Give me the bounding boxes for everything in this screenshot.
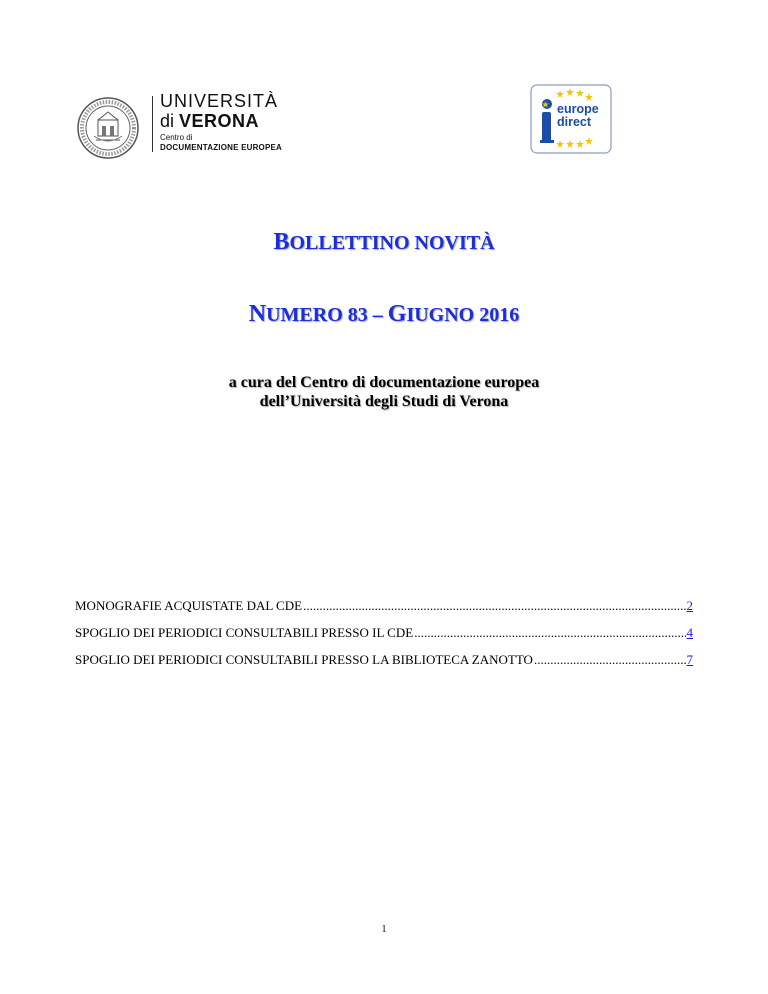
subtitle-line1: a cura del Centro di documentazione europea — [228, 374, 540, 391]
subtitle — [0, 373, 768, 411]
page-number: 1 — [381, 924, 387, 935]
university-name: UNIVERSITÀ — [160, 91, 279, 111]
subtitle-line2: dell’Università degli Studi di Verona — [259, 393, 509, 410]
logo-divider — [152, 96, 153, 152]
table-of-contents — [75, 598, 693, 679]
europe-direct-line2: direct — [557, 115, 592, 129]
toc-page-link[interactable]: 2 — [686, 598, 693, 613]
toc-entry-label: SPOGLIO DEI PERIODICI CONSULTABILI PRESSO IL CDE — [75, 625, 414, 640]
toc-leader-dots — [303, 598, 685, 614]
toc-entry-monografie[interactable] — [75, 598, 693, 625]
europe-direct-wordmark — [557, 103, 599, 129]
toc-page-link[interactable]: 7 — [686, 652, 693, 667]
toc-entry-label: SPOGLIO DEI PERIODICI CONSULTABILI PRESSO LA BIBLIOTECA ZANOTTO — [75, 652, 533, 667]
toc-entry-label: MONOGRAFIE ACQUISTATE DAL CDE — [75, 598, 303, 613]
toc-page-link[interactable]: 4 — [686, 625, 693, 640]
europe-direct-logo — [530, 84, 612, 154]
toc-leader-dots — [534, 652, 686, 668]
center-name: DOCUMENTAZIONE EUROPEA — [160, 143, 283, 152]
university-seal-icon — [76, 96, 140, 160]
toc-entry-periodici-cde[interactable] — [75, 625, 693, 652]
europe-direct-line1: europe — [557, 102, 599, 116]
university-wordmark — [160, 92, 282, 153]
university-city: di VERONA — [160, 111, 260, 131]
center-label: Centro di — [160, 133, 193, 142]
bulletin-title: BOLLETTINO NOVITÀ — [273, 229, 495, 255]
toc-entry-periodici-zanotto[interactable] — [75, 652, 693, 679]
toc-leader-dots — [414, 625, 685, 641]
issue-title: NUMERO 83 – GIUGNO 2016 — [248, 301, 520, 327]
university-logo — [76, 90, 283, 152]
